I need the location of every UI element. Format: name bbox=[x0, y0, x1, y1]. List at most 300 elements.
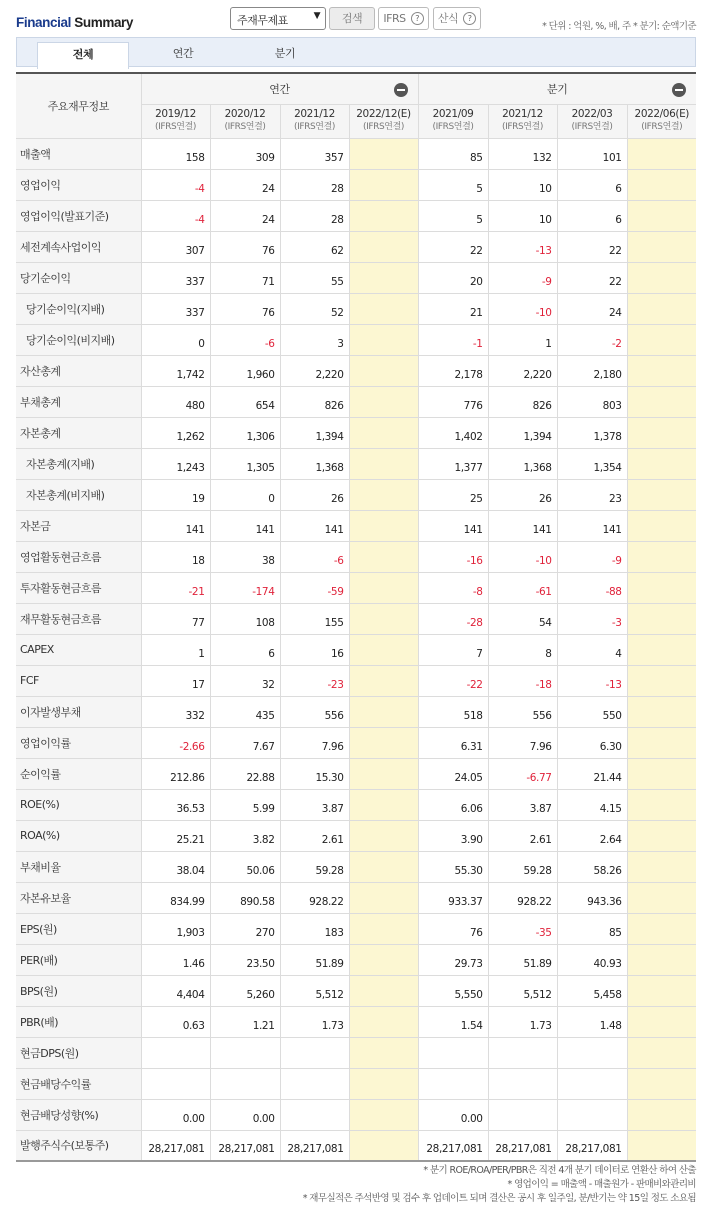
table-cell: 0.00 bbox=[418, 1099, 488, 1130]
table-cell bbox=[349, 417, 418, 448]
table-cell bbox=[627, 324, 696, 355]
table-cell bbox=[627, 1068, 696, 1099]
row-label: 매출액 bbox=[16, 138, 141, 169]
period-label: 2020/12 bbox=[224, 108, 266, 120]
table-cell: 55 bbox=[280, 262, 349, 293]
table-cell bbox=[627, 417, 696, 448]
table-cell bbox=[349, 510, 418, 541]
table-row bbox=[16, 324, 696, 355]
table-row bbox=[16, 572, 696, 603]
table-cell: 6.31 bbox=[418, 727, 488, 758]
table-cell: 803 bbox=[557, 386, 627, 417]
table-cell: -4 bbox=[141, 169, 210, 200]
table-cell: 550 bbox=[557, 696, 627, 727]
table-cell: 928.22 bbox=[280, 882, 349, 913]
period-header bbox=[210, 104, 280, 138]
table-cell: 24 bbox=[210, 169, 280, 200]
table-cell bbox=[418, 1037, 488, 1068]
table-cell bbox=[349, 386, 418, 417]
period-label: 2021/09 bbox=[432, 108, 474, 120]
table-cell: 6.30 bbox=[557, 727, 627, 758]
formula-label: 산식 bbox=[437, 12, 459, 25]
table-cell: -10 bbox=[488, 541, 557, 572]
table-cell: 2.61 bbox=[280, 820, 349, 851]
period-label: 2022/12(E) bbox=[356, 108, 411, 120]
period-basis: (IFRS연결) bbox=[641, 122, 683, 132]
table-cell bbox=[280, 1037, 349, 1068]
table-cell: 3.90 bbox=[418, 820, 488, 851]
table-cell: 6 bbox=[557, 169, 627, 200]
period-label: 2022/06(E) bbox=[634, 108, 689, 120]
table-cell: -28 bbox=[418, 603, 488, 634]
table-cell: 76 bbox=[418, 913, 488, 944]
table-cell bbox=[349, 634, 418, 665]
table-cell: 5,550 bbox=[418, 975, 488, 1006]
row-label: 재무활동현금흐름 bbox=[16, 603, 141, 634]
table-cell: -22 bbox=[418, 665, 488, 696]
table-row bbox=[16, 1130, 696, 1161]
row-label: 자본총계 bbox=[16, 417, 141, 448]
table-cell: 50.06 bbox=[210, 851, 280, 882]
table-cell bbox=[627, 820, 696, 851]
table-row bbox=[16, 262, 696, 293]
table-cell: -13 bbox=[488, 231, 557, 262]
table-row bbox=[16, 510, 696, 541]
table-cell: 2.61 bbox=[488, 820, 557, 851]
period-label: 2021/12 bbox=[502, 108, 543, 120]
row-label: 자산총계 bbox=[16, 355, 141, 386]
table-cell: 28,217,081 bbox=[141, 1130, 210, 1161]
table-cell: 2,180 bbox=[557, 355, 627, 386]
table-cell bbox=[627, 913, 696, 944]
table-cell bbox=[349, 851, 418, 882]
table-cell bbox=[349, 1006, 418, 1037]
table-row bbox=[16, 882, 696, 913]
table-cell: 7.96 bbox=[488, 727, 557, 758]
collapse-annual-icon[interactable] bbox=[394, 83, 408, 97]
table-cell: 435 bbox=[210, 696, 280, 727]
table-cell bbox=[627, 1130, 696, 1161]
row-label: 이자발생부채 bbox=[16, 696, 141, 727]
table-cell: 1,394 bbox=[488, 417, 557, 448]
table-cell bbox=[627, 572, 696, 603]
table-cell bbox=[627, 975, 696, 1006]
table-cell: 8 bbox=[488, 634, 557, 665]
table-cell bbox=[349, 758, 418, 789]
table-cell: 40.93 bbox=[557, 944, 627, 975]
table-row bbox=[16, 665, 696, 696]
period-header bbox=[418, 104, 488, 138]
table-row bbox=[16, 820, 696, 851]
table-cell: -6.77 bbox=[488, 758, 557, 789]
table-cell: 29.73 bbox=[418, 944, 488, 975]
statement-select-value: 주재무제표 bbox=[237, 14, 288, 27]
table-cell bbox=[349, 293, 418, 324]
row-label: 발행주식수(보통주) bbox=[16, 1130, 141, 1161]
table-cell: 1.73 bbox=[488, 1006, 557, 1037]
table-cell: 7 bbox=[418, 634, 488, 665]
table-cell bbox=[627, 665, 696, 696]
table-cell bbox=[627, 603, 696, 634]
table-cell: -9 bbox=[557, 541, 627, 572]
table-cell: 5,512 bbox=[488, 975, 557, 1006]
table-cell: 5,512 bbox=[280, 975, 349, 1006]
table-cell: -59 bbox=[280, 572, 349, 603]
period-basis: (IFRS연결) bbox=[502, 122, 544, 132]
table-cell: 141 bbox=[141, 510, 210, 541]
table-cell: 5,458 bbox=[557, 975, 627, 1006]
table-cell: 3.87 bbox=[280, 789, 349, 820]
table-cell: 556 bbox=[488, 696, 557, 727]
row-label: 부채비율 bbox=[16, 851, 141, 882]
table-cell: 776 bbox=[418, 386, 488, 417]
table-cell: 10 bbox=[488, 169, 557, 200]
table-cell: -6 bbox=[280, 541, 349, 572]
table-cell: 23 bbox=[557, 479, 627, 510]
table-cell: 1 bbox=[488, 324, 557, 355]
period-basis: (IFRS연결) bbox=[363, 122, 405, 132]
table-row bbox=[16, 1099, 696, 1130]
period-basis: (IFRS연결) bbox=[293, 122, 335, 132]
table-cell bbox=[349, 696, 418, 727]
table-cell bbox=[627, 510, 696, 541]
table-cell: 76 bbox=[210, 231, 280, 262]
table-cell: 1,368 bbox=[280, 448, 349, 479]
table-cell: 1,377 bbox=[418, 448, 488, 479]
row-header-label: 주요재무정보 bbox=[16, 73, 141, 138]
table-cell: 1,742 bbox=[141, 355, 210, 386]
help-icon: ? bbox=[411, 12, 424, 25]
table-cell: 1,354 bbox=[557, 448, 627, 479]
table-cell: 21.44 bbox=[557, 758, 627, 789]
table-cell: 654 bbox=[210, 386, 280, 417]
table-cell: 59.28 bbox=[280, 851, 349, 882]
table-cell: 36.53 bbox=[141, 789, 210, 820]
table-cell bbox=[627, 293, 696, 324]
table-cell: 24 bbox=[557, 293, 627, 324]
table-row bbox=[16, 1006, 696, 1037]
table-cell: 16 bbox=[280, 634, 349, 665]
table-cell: 518 bbox=[418, 696, 488, 727]
row-label: BPS(원) bbox=[16, 975, 141, 1006]
period-header bbox=[141, 104, 210, 138]
table-row bbox=[16, 789, 696, 820]
table-cell bbox=[349, 913, 418, 944]
table-cell: 155 bbox=[280, 603, 349, 634]
table-cell bbox=[349, 324, 418, 355]
table-cell: 0.00 bbox=[141, 1099, 210, 1130]
table-row bbox=[16, 913, 696, 944]
table-cell: 1.73 bbox=[280, 1006, 349, 1037]
table-cell: 834.99 bbox=[141, 882, 210, 913]
table-cell: -1 bbox=[418, 324, 488, 355]
table-cell: 6.06 bbox=[418, 789, 488, 820]
table-cell: 5 bbox=[418, 200, 488, 231]
table-cell bbox=[349, 355, 418, 386]
table-cell: 1,368 bbox=[488, 448, 557, 479]
table-cell bbox=[349, 200, 418, 231]
table-cell: 101 bbox=[557, 138, 627, 169]
table-row bbox=[16, 634, 696, 665]
table-cell bbox=[349, 231, 418, 262]
table-cell bbox=[627, 758, 696, 789]
row-label: 자본총계(비지배) bbox=[16, 479, 141, 510]
table-cell: 2,220 bbox=[488, 355, 557, 386]
title-summary: Summary bbox=[74, 15, 134, 30]
table-cell: 62 bbox=[280, 231, 349, 262]
row-label: 당기순이익(지배) bbox=[16, 293, 141, 324]
table-cell: -18 bbox=[488, 665, 557, 696]
row-label: 자본금 bbox=[16, 510, 141, 541]
summary-toolbar bbox=[16, 6, 696, 36]
annual-group-label: 연간 bbox=[269, 82, 290, 96]
row-label: FCF bbox=[16, 665, 141, 696]
table-cell bbox=[557, 1068, 627, 1099]
table-cell bbox=[627, 200, 696, 231]
table-cell: -16 bbox=[418, 541, 488, 572]
table-cell: 141 bbox=[210, 510, 280, 541]
row-label: 당기순이익 bbox=[16, 262, 141, 293]
table-cell bbox=[627, 169, 696, 200]
table-cell: 1,306 bbox=[210, 417, 280, 448]
row-label: ROE(%) bbox=[16, 789, 141, 820]
statement-select[interactable] bbox=[230, 7, 326, 30]
table-cell: 2.64 bbox=[557, 820, 627, 851]
table-cell: 556 bbox=[280, 696, 349, 727]
table-cell bbox=[349, 1068, 418, 1099]
row-label: 현금배당성향(%) bbox=[16, 1099, 141, 1130]
table-cell: 38.04 bbox=[141, 851, 210, 882]
table-cell: 309 bbox=[210, 138, 280, 169]
table-cell bbox=[210, 1037, 280, 1068]
table-cell: -2 bbox=[557, 324, 627, 355]
table-row bbox=[16, 479, 696, 510]
table-cell bbox=[349, 1130, 418, 1161]
table-cell: -174 bbox=[210, 572, 280, 603]
table-cell: 6 bbox=[557, 200, 627, 231]
table-cell bbox=[627, 231, 696, 262]
row-label: 순이익률 bbox=[16, 758, 141, 789]
table-cell: 158 bbox=[141, 138, 210, 169]
table-row bbox=[16, 293, 696, 324]
table-cell: 51.89 bbox=[280, 944, 349, 975]
row-label: 세전계속사업이익 bbox=[16, 231, 141, 262]
table-row bbox=[16, 231, 696, 262]
table-cell: 24 bbox=[210, 200, 280, 231]
table-cell: 132 bbox=[488, 138, 557, 169]
period-label: 2021/12 bbox=[294, 108, 335, 120]
row-label: EPS(원) bbox=[16, 913, 141, 944]
table-cell bbox=[349, 882, 418, 913]
ifrs-help-button[interactable] bbox=[378, 7, 429, 30]
table-cell: 76 bbox=[210, 293, 280, 324]
collapse-quarter-icon[interactable] bbox=[672, 83, 686, 97]
table-cell: 826 bbox=[280, 386, 349, 417]
table-cell bbox=[418, 1068, 488, 1099]
table-cell: 59.28 bbox=[488, 851, 557, 882]
table-cell: 28,217,081 bbox=[557, 1130, 627, 1161]
ifrs-label: IFRS bbox=[383, 12, 406, 25]
table-cell: -21 bbox=[141, 572, 210, 603]
row-label: 영업이익 bbox=[16, 169, 141, 200]
table-cell bbox=[488, 1068, 557, 1099]
row-label: PBR(배) bbox=[16, 1006, 141, 1037]
table-row bbox=[16, 169, 696, 200]
table-cell: 5,260 bbox=[210, 975, 280, 1006]
period-basis: (IFRS연결) bbox=[571, 122, 613, 132]
table-cell: 19 bbox=[141, 479, 210, 510]
table-cell: 10 bbox=[488, 200, 557, 231]
table-cell bbox=[349, 1099, 418, 1130]
annual-group-header bbox=[141, 73, 418, 104]
table-cell: 18 bbox=[141, 541, 210, 572]
period-header bbox=[627, 104, 696, 138]
table-cell bbox=[349, 541, 418, 572]
footnote: * 영업이익 = 매출액 - 매출원가 - 판매비와관리비 bbox=[507, 1179, 696, 1190]
units-note: * 단위 : 억원, %, 배, 주 * 분기: 순액기준 bbox=[542, 21, 696, 32]
table-cell bbox=[349, 448, 418, 479]
table-cell: 3.82 bbox=[210, 820, 280, 851]
help-icon: ? bbox=[463, 12, 476, 25]
table-cell bbox=[627, 355, 696, 386]
table-cell: 4,404 bbox=[141, 975, 210, 1006]
table-cell bbox=[349, 479, 418, 510]
table-cell: 1,960 bbox=[210, 355, 280, 386]
table-cell: 25 bbox=[418, 479, 488, 510]
table-row bbox=[16, 138, 696, 169]
table-cell: 38 bbox=[210, 541, 280, 572]
footnote: * 분기 ROE/ROA/PER/PBR은 직전 4개 분기 데이터로 연환산 하여 산출 bbox=[423, 1165, 696, 1176]
period-header bbox=[488, 104, 557, 138]
table-cell bbox=[627, 1099, 696, 1130]
title-financial: Financial bbox=[16, 15, 71, 30]
table-cell: 1.48 bbox=[557, 1006, 627, 1037]
table-cell: 4 bbox=[557, 634, 627, 665]
table-cell bbox=[627, 727, 696, 758]
quarter-group-label: 분기 bbox=[547, 82, 568, 96]
table-cell: 25.21 bbox=[141, 820, 210, 851]
table-cell: -88 bbox=[557, 572, 627, 603]
table-cell bbox=[627, 944, 696, 975]
table-row bbox=[16, 386, 696, 417]
table-cell: 4.15 bbox=[557, 789, 627, 820]
table-cell: 7.96 bbox=[280, 727, 349, 758]
table-cell: 933.37 bbox=[418, 882, 488, 913]
table-cell: 0.63 bbox=[141, 1006, 210, 1037]
table-cell bbox=[210, 1068, 280, 1099]
table-cell: 183 bbox=[280, 913, 349, 944]
table-cell bbox=[349, 727, 418, 758]
table-cell bbox=[627, 262, 696, 293]
period-header bbox=[280, 104, 349, 138]
row-label: ROA(%) bbox=[16, 820, 141, 851]
table-cell: 22.88 bbox=[210, 758, 280, 789]
quarter-group-header bbox=[418, 73, 696, 104]
table-cell: 1.54 bbox=[418, 1006, 488, 1037]
table-cell: 52 bbox=[280, 293, 349, 324]
table-cell bbox=[349, 603, 418, 634]
table-cell: 22 bbox=[557, 231, 627, 262]
table-row bbox=[16, 1068, 696, 1099]
table-row bbox=[16, 200, 696, 231]
table-cell: 71 bbox=[210, 262, 280, 293]
table-cell: 77 bbox=[141, 603, 210, 634]
table-row bbox=[16, 1037, 696, 1068]
table-cell: 5.99 bbox=[210, 789, 280, 820]
table-cell bbox=[349, 138, 418, 169]
table-cell bbox=[627, 1037, 696, 1068]
table-row bbox=[16, 851, 696, 882]
table-cell: 22 bbox=[418, 231, 488, 262]
tab-quarter[interactable]: 분기 bbox=[274, 47, 296, 60]
table-cell: 1,243 bbox=[141, 448, 210, 479]
table-cell: -13 bbox=[557, 665, 627, 696]
table-cell: -35 bbox=[488, 913, 557, 944]
search-button[interactable]: 검색 bbox=[329, 7, 375, 30]
table-row bbox=[16, 758, 696, 789]
table-cell: 826 bbox=[488, 386, 557, 417]
row-label: 현금배당수익률 bbox=[16, 1068, 141, 1099]
row-label: 투자활동현금흐름 bbox=[16, 572, 141, 603]
table-cell: 0.00 bbox=[210, 1099, 280, 1130]
table-cell bbox=[627, 789, 696, 820]
table-cell: 32 bbox=[210, 665, 280, 696]
table-cell: 55.30 bbox=[418, 851, 488, 882]
period-tabs bbox=[16, 37, 696, 67]
row-label: PER(배) bbox=[16, 944, 141, 975]
table-row bbox=[16, 944, 696, 975]
tab-annual[interactable]: 연간 bbox=[172, 47, 194, 60]
period-basis: (IFRS연결) bbox=[224, 122, 266, 132]
table-row bbox=[16, 696, 696, 727]
table-cell bbox=[557, 1099, 627, 1130]
table-cell: 1,305 bbox=[210, 448, 280, 479]
table-cell: -4 bbox=[141, 200, 210, 231]
table-cell: 0 bbox=[141, 324, 210, 355]
table-cell: -9 bbox=[488, 262, 557, 293]
table-cell: 5 bbox=[418, 169, 488, 200]
table-cell bbox=[349, 1037, 418, 1068]
table-cell bbox=[141, 1037, 210, 1068]
table-cell bbox=[349, 572, 418, 603]
period-label: 2022/03 bbox=[571, 108, 613, 120]
table-cell bbox=[627, 479, 696, 510]
table-cell bbox=[349, 789, 418, 820]
table-cell: 20 bbox=[418, 262, 488, 293]
table-row bbox=[16, 355, 696, 386]
table-cell: 332 bbox=[141, 696, 210, 727]
table-cell: 2,178 bbox=[418, 355, 488, 386]
table-cell: 22 bbox=[557, 262, 627, 293]
table-cell: 3.87 bbox=[488, 789, 557, 820]
table-cell bbox=[349, 820, 418, 851]
table-cell: 23.50 bbox=[210, 944, 280, 975]
row-label: 부채총계 bbox=[16, 386, 141, 417]
tab-all[interactable]: 전체 bbox=[37, 42, 129, 69]
table-cell: 3 bbox=[280, 324, 349, 355]
table-cell: 943.36 bbox=[557, 882, 627, 913]
table-cell: 28 bbox=[280, 169, 349, 200]
table-row bbox=[16, 727, 696, 758]
table-cell: 7.67 bbox=[210, 727, 280, 758]
formula-help-button[interactable] bbox=[433, 7, 481, 30]
table-row bbox=[16, 975, 696, 1006]
table-cell: -2.66 bbox=[141, 727, 210, 758]
table-cell bbox=[627, 448, 696, 479]
table-cell bbox=[349, 944, 418, 975]
table-cell: 28 bbox=[280, 200, 349, 231]
table-cell: 85 bbox=[418, 138, 488, 169]
